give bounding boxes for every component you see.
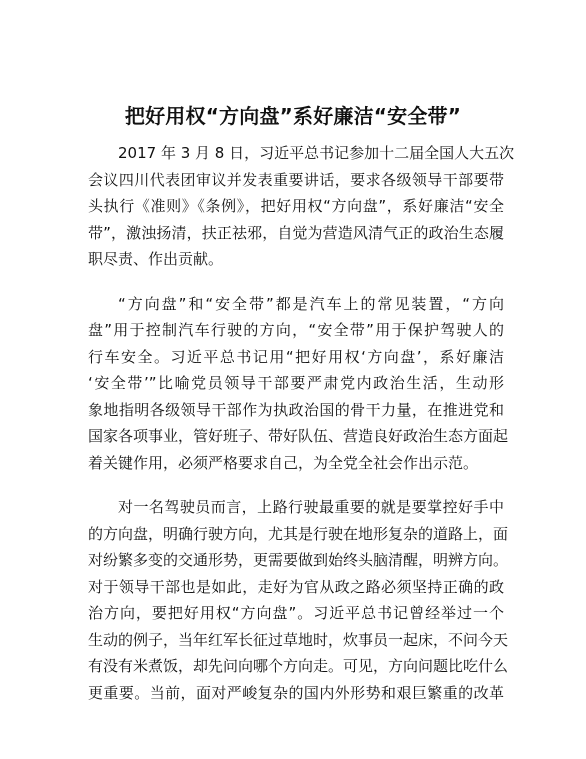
paragraph-line: 着关键作用，必须严格要求自己，为全党全社会作出示范。 — [88, 453, 479, 472]
paragraph-line: 头执行《准则》《条例》，把好用权“方向盘”，系好廉洁“安全 — [88, 197, 504, 215]
paragraph-line: 更重要。当前，面对严峻复杂的国内外形势和艰巨繁重的改革 — [88, 683, 504, 702]
paragraph-line: 国家各项事业，管好班子、带好队伍、营造良好政治生态方面起 — [88, 427, 509, 445]
paragraph-line: 生动的例子，当年红军长征过草地时，炊事员一起床，不问今天 — [88, 630, 509, 649]
document-body — [88, 140, 515, 706]
paragraph-line: ‘安全带’”比喻党员领导干部要严肃党内政治生活，生动形 — [88, 374, 504, 392]
paragraph-3 — [88, 494, 509, 706]
paragraph-line: 象地指明各级领导干部作为执政治国的骨干力量，在推进党和 — [88, 400, 504, 419]
document-title: 把好用权“方向盘”系好廉洁“安全带” — [124, 104, 462, 128]
paragraph-line: 会议四川代表团审议并发表重要讲话，要求各级领导干部要带 — [88, 170, 504, 189]
paragraph-line: 职尽责、作出贡献。 — [88, 250, 224, 268]
paragraph-line: 对一名驾驶员而言，上路行驶最重要的就是要掌控好手中 — [118, 498, 504, 516]
paragraph-line: 有没有米煮饭，却先问向哪个方向走。可见，方向问题比吃什么 — [88, 657, 509, 675]
paragraph-line: 治方向，要把好用权“方向盘”。习近平总书记曾经举过一个 — [88, 604, 504, 622]
paragraph-line: 的方向盘，明确行驶方向，尤其是行驶在地形复杂的道路上，面 — [88, 524, 509, 543]
paragraph-line: 盘”用于控制汽车行驶的方向，“安全带”用于保护驾驶人的 — [88, 321, 504, 339]
paragraph-1 — [88, 140, 515, 273]
paragraph-line: 带”，激浊扬清，扶正祛邪，自觉为营造风清气正的政治生态履 — [88, 223, 504, 242]
paragraph-line: 行车安全。习近平总书记用“把好用权‘方向盘’，系好廉洁 — [88, 347, 504, 366]
paragraph-line: 对纷繁多变的交通形势，更需要做到始终头脑清醒，明辨方向。 — [88, 551, 509, 569]
paragraph-line: 对于领导干部也是如此，走好为官从政之路必须坚持正确的政 — [88, 577, 504, 596]
paragraph-line: 2017 年 3 月 8 日，习近平总书记参加十二届全国人大五次 — [118, 144, 515, 162]
paragraph-2 — [88, 291, 509, 477]
paragraph-line: “方向盘”和“安全带”都是汽车上的常见装置，“方向 — [118, 294, 504, 313]
